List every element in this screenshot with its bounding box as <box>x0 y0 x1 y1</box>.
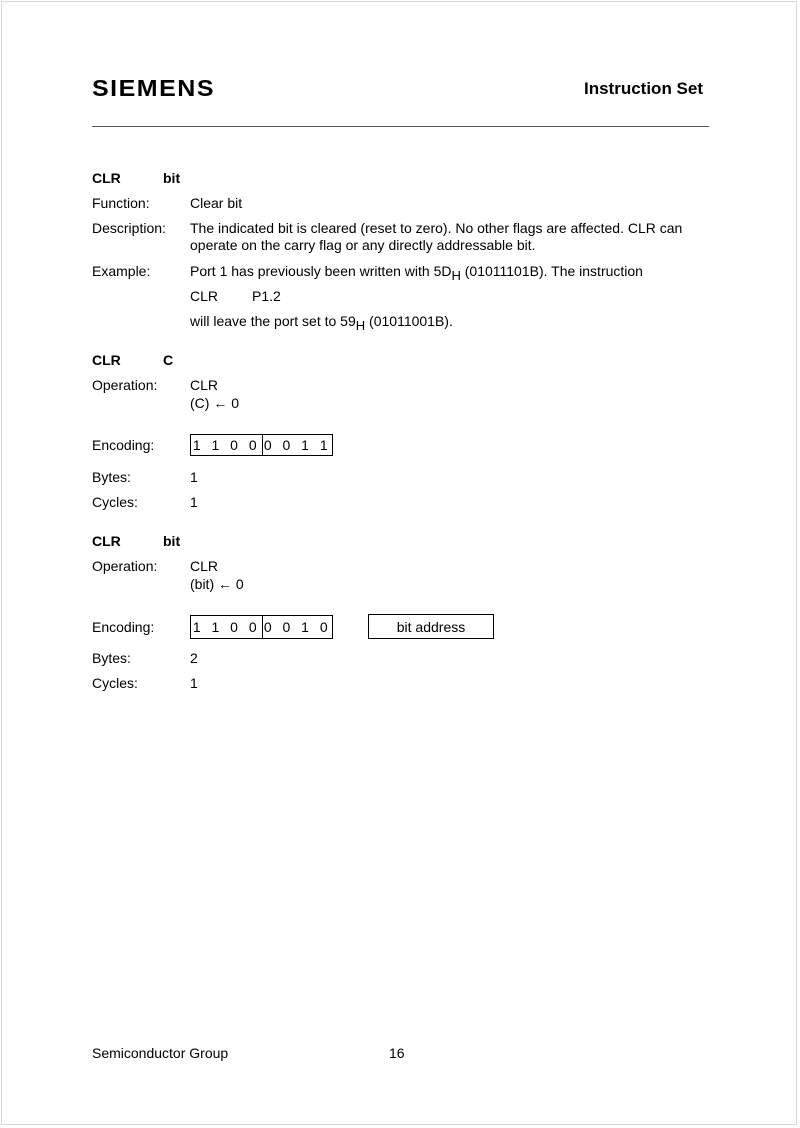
section2-operand: C <box>163 352 174 368</box>
encoding-box <box>190 615 333 639</box>
operation-line-2: (C) ← 0 <box>190 395 239 411</box>
bit-address-box: bit address <box>368 614 494 639</box>
function-label: Function: <box>92 195 150 211</box>
example-line-1-text: Port 1 has previously been written with 5D <box>190 263 452 279</box>
description-label: Description: <box>92 220 166 236</box>
section3-operand: bit <box>163 533 181 549</box>
encoding-high-nibble: 1 1 0 0 <box>192 619 261 635</box>
footer-company: Semiconductor Group <box>92 1045 229 1061</box>
example-line-1-rest: (01011101B). The instruction <box>460 263 643 279</box>
header-title: Instruction Set <box>584 79 704 98</box>
operation-line-1: CLR <box>190 558 219 574</box>
example-line-3-rest: (01011001B). <box>365 313 453 329</box>
example-line-1 <box>190 263 643 283</box>
operation-label: Operation: <box>92 558 158 574</box>
example-code-mnemonic: CLR <box>190 288 219 304</box>
section2-mnemonic: CLR <box>92 352 121 368</box>
section1-operand: bit <box>163 170 181 186</box>
function-value: Clear bit <box>190 195 243 211</box>
header-rule <box>92 126 709 127</box>
cycles-value: 1 <box>190 494 198 510</box>
encoding-label: Encoding: <box>92 619 155 635</box>
operation-line-2: (bit) ← 0 <box>190 576 244 592</box>
section1-mnemonic: CLR <box>92 170 121 186</box>
example-line-3-text: will leave the port set to 59 <box>190 313 356 329</box>
operation-label: Operation: <box>92 377 158 393</box>
encoding-box <box>190 434 333 456</box>
encoding-low-nibble: 0 0 1 0 <box>262 616 332 638</box>
encoding-low-nibble: 0 0 1 1 <box>263 437 332 453</box>
description-line-1: The indicated bit is cleared (reset to zero). No other flags are affected. CLR can <box>190 220 683 236</box>
hex-subscript: H <box>355 318 366 333</box>
operation-line-1: CLR <box>190 377 219 393</box>
siemens-logo: SIEMENS <box>92 76 216 102</box>
section3-mnemonic: CLR <box>92 533 121 549</box>
encoding-high-nibble: 1 1 0 0 <box>192 437 261 453</box>
hex-subscript: H <box>451 268 461 283</box>
example-code-operand: P1.2 <box>252 288 281 304</box>
cycles-label: Cycles: <box>92 494 138 510</box>
bytes-value: 2 <box>190 650 198 666</box>
cycles-label: Cycles: <box>92 675 138 691</box>
page-number: 16 <box>389 1045 405 1061</box>
bytes-value: 1 <box>190 469 198 485</box>
description-line-2: operate on the carry flag or any directly addressable bit. <box>190 237 536 253</box>
example-label: Example: <box>92 263 151 279</box>
encoding-label: Encoding: <box>92 437 155 453</box>
bytes-label: Bytes: <box>92 650 131 666</box>
example-line-3 <box>190 313 453 333</box>
cycles-value: 1 <box>190 675 198 691</box>
bytes-label: Bytes: <box>92 469 131 485</box>
